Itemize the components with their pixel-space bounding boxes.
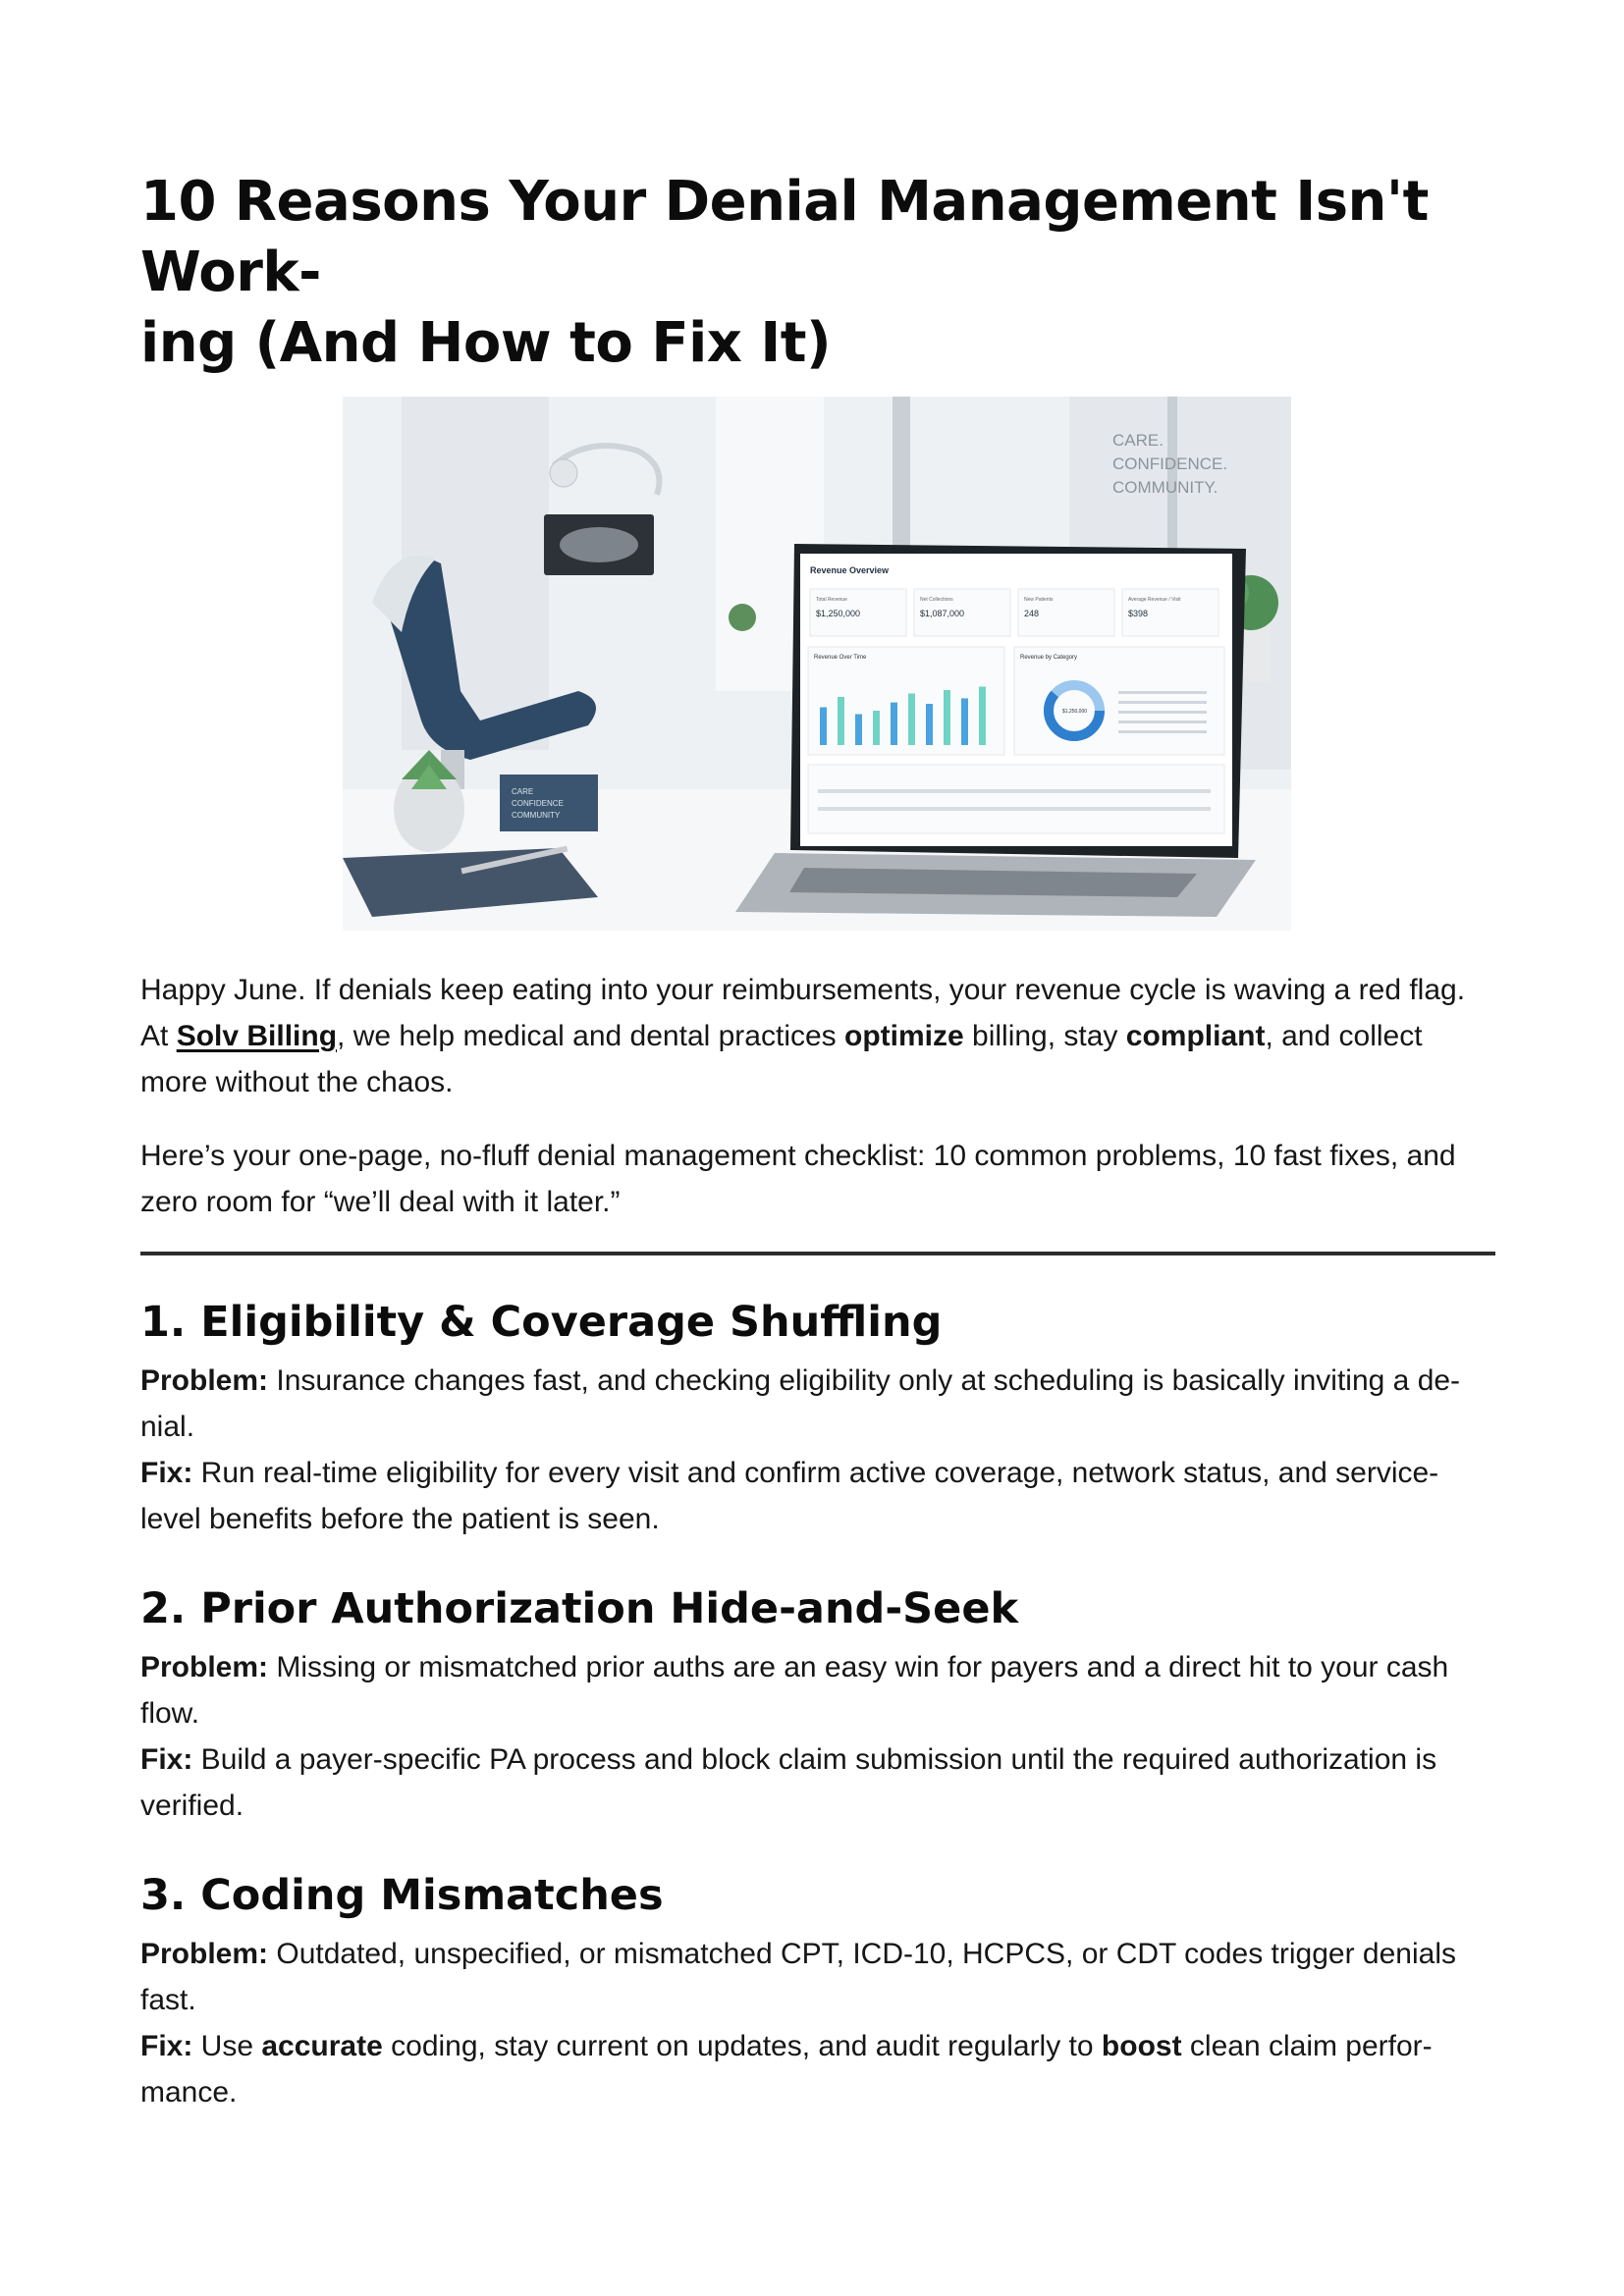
bar [838, 697, 844, 745]
wall-sign-line-1: CARE. [1112, 431, 1164, 450]
problem-text: Insurance changes fast, and checking eligibility only at scheduling is basically inviting a de-nial. [140, 1364, 1461, 1443]
fix-label: Fix: [140, 1457, 193, 1489]
kpi-label: Net Collections [920, 597, 953, 603]
left-panel-title: Revenue Over Time [814, 655, 867, 661]
card-text-1: CARE [512, 787, 534, 796]
page-title-line-2: ing (And How to Fix It) [140, 311, 832, 375]
section-2-problem [140, 1644, 1495, 1736]
page-title [140, 167, 1495, 379]
bar [944, 690, 950, 745]
section-1-fix [140, 1450, 1495, 1542]
section-2-fix [140, 1736, 1495, 1829]
intro-text-mid: billing, stay [963, 1020, 1126, 1052]
kpi-label: Total Revenue [816, 597, 847, 603]
intro-text-start: Happy June. If denials keep eating into your reimbursements, your revenue cycle is waving a red flag. At [140, 974, 1466, 1052]
kpi-value: $1,250,000 [816, 609, 861, 618]
bar [855, 715, 862, 746]
optimize-bold: optimize [844, 1020, 964, 1052]
fix-label: Fix: [140, 2030, 193, 2062]
kpi-value: $1,087,000 [920, 609, 965, 618]
card-text-2: CONFIDENCE [512, 799, 564, 808]
section-3 [140, 1866, 1495, 2115]
dashboard-title: Revenue Overview [810, 565, 890, 575]
fix-label: Fix: [140, 1743, 193, 1776]
bar [926, 704, 933, 745]
problem-text: Outdated, unspecified, or mismatched CPT, ICD-10, HCPCS, or CDT codes trigger denials fast. [140, 1938, 1456, 2016]
section-divider [140, 1252, 1495, 1255]
bar [873, 711, 880, 745]
right-panel-title: Revenue by Category [1020, 655, 1078, 661]
problem-label: Problem: [140, 1651, 269, 1683]
section-2 [140, 1579, 1495, 1829]
hero-illustration [343, 397, 1291, 931]
section-3-fix [140, 2023, 1495, 2115]
kpi-label: Average Revenue / Visit [1128, 597, 1181, 603]
problem-label: Problem: [140, 1364, 269, 1397]
bar [908, 694, 915, 746]
section-3-heading: 3. Coding Mismatches [140, 1871, 664, 1920]
hero-image [343, 397, 1291, 931]
section-1-heading: 1. Eligibility & Coverage Shuffling [140, 1298, 943, 1347]
intro-text-end: , and collect more without the chaos. [140, 1020, 1423, 1098]
kpi-value: $398 [1128, 609, 1149, 618]
section-1 [140, 1293, 1495, 1542]
card-text-3: COMMUNITY [512, 811, 561, 820]
kpi-value: 248 [1024, 609, 1040, 618]
problem-label: Problem: [140, 1938, 269, 1970]
fix-text-3: clean claim perfor-mance. [140, 2030, 1433, 2109]
intro-paragraph-1 [140, 967, 1495, 1105]
accurate-bold: accurate [261, 2030, 383, 2062]
section-2-heading: 2. Prior Authorization Hide-and-Seek [140, 1584, 1019, 1633]
bar [891, 703, 897, 745]
bar [961, 698, 968, 745]
wall-sign-line-2: CONFIDENCE. [1112, 454, 1228, 473]
compliant-bold: compliant [1125, 1020, 1266, 1052]
kpi-label: New Patients [1024, 597, 1054, 603]
fix-text: Build a payer-specific PA process and block claim submission until the required authorization is verified. [140, 1743, 1437, 1822]
donut-value: $1,250,000 [1062, 709, 1088, 715]
section-1-problem [140, 1358, 1495, 1450]
page-title-line-1: 10 Reasons Your Denial Management Isn't Work- [140, 170, 1429, 304]
wall-sign-line-3: COMMUNITY. [1112, 478, 1218, 497]
fix-text-1: Use [192, 2030, 262, 2062]
intro-paragraph-2: Here’s your one-page, no-fluff denial management checklist: 10 common problems, 10 fast fixes, and zero room for “we’ll deal with it later.” [140, 1140, 1456, 1218]
intro-text-after-link: , we help medical and dental practices [337, 1020, 845, 1052]
problem-text: Missing or mismatched prior auths are an easy win for payers and a direct hit to your cash flow. [140, 1651, 1449, 1730]
document-page [140, 167, 1495, 2115]
fix-text: Run real-time eligibility for every visit and confirm active coverage, network status, and service-level benefits before the patient is seen. [140, 1457, 1439, 1535]
fix-text-2: coding, stay current on updates, and audit regularly to [382, 2030, 1102, 2062]
bar [820, 708, 827, 746]
bar [979, 687, 986, 746]
boost-bold: boost [1101, 2030, 1182, 2062]
solv-billing-link[interactable]: Solv Billing [176, 1020, 338, 1052]
section-3-problem [140, 1931, 1495, 2023]
